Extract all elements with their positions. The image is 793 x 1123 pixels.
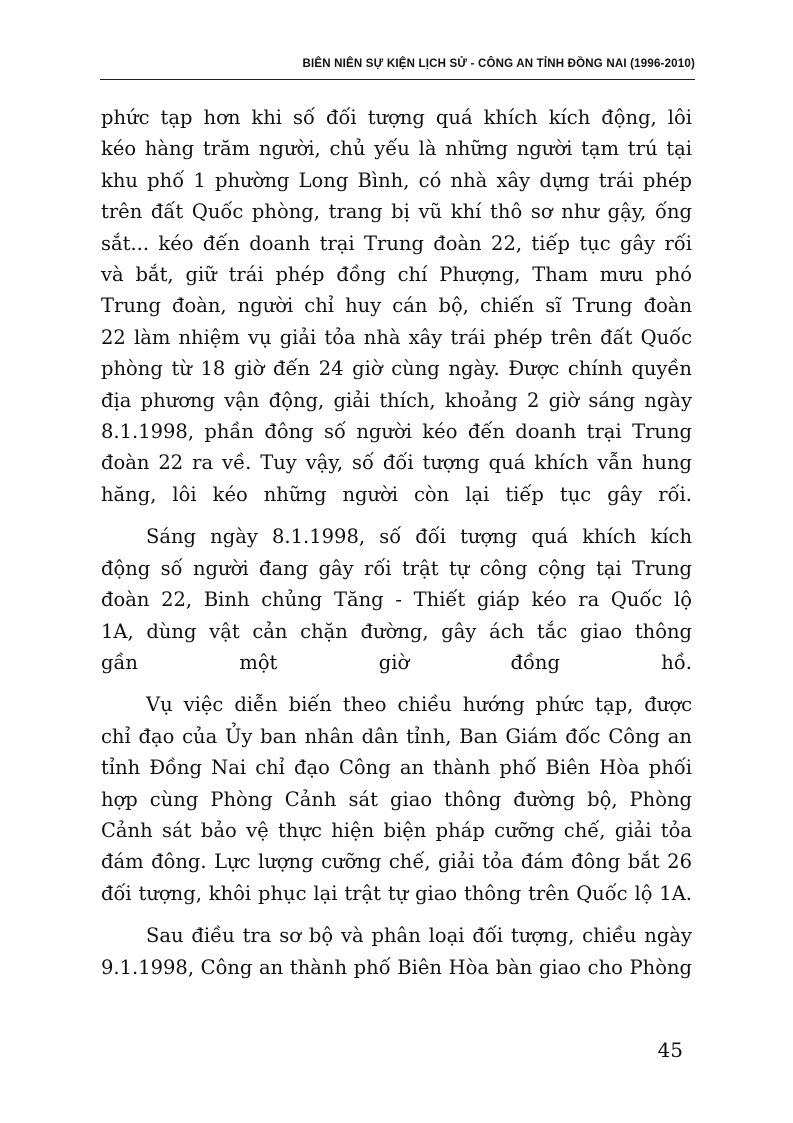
paragraph-2: Sáng ngày 8.1.1998, số đối tượng quá khích kích động số người đang gây rối trật tự công cộng tại Trung đoàn 22, Binh chủng Tăng - Thiết giáp kéo ra Quốc lộ 1A, dùng vật cản chặn đường, gây ách tắc giao thông gần một giờ đồng hồ. <box>101 525 692 674</box>
paragraph-3: Vụ việc diễn biến theo chiều hướng phức tạp, được chỉ đạo của Ủy ban nhân dân tỉnh, Ban Giám đốc Công an tỉnh Đồng Nai chỉ đạo Công an thành phố Biên Hòa phối hợp cùng Phòng Cảnh sát giao thông đường bộ, Phòng Cảnh sát bảo vệ thực hiện biện pháp cưỡng chế, giải tỏa đám đông. Lực lượng cưỡng chế, giải tỏa đám đông bắt 26 đối tượng, khôi phục lại trật tự giao thông trên Quốc lộ 1A. <box>101 693 692 905</box>
page-number: 45 <box>657 1038 683 1062</box>
header-rule <box>100 79 695 80</box>
paragraph-1: phức tạp hơn khi số đối tượng quá khích kích động, lôi kéo hàng trăm người, chủ yếu là những người tạm trú tại khu phố 1 phường Long Bình, có nhà xây dựng trái phép trên đất Quốc phòng, trang bị vũ khí thô sơ như gậy, ống sắt... kéo đến doanh trại Trung đoàn 22, tiếp tục gây rối và bắt, giữ trái phép đồng chí Phượng, Tham mưu phó Trung đoàn, người chỉ huy cán bộ, chiến sĩ Trung đoàn 22 làm nhiệm vụ giải tỏa nhà xây trái phép trên đất Quốc phòng từ 18 giờ đến 24 giờ cùng ngày. Được chính quyền địa phương vận động, giải thích, khoảng 2 giờ sáng ngày 8.1.1998, phần đông số người kéo đến doanh trại Trung đoàn 22 ra về. Tuy vậy, số đối tượng quá khích vẫn hung hăng, lôi kéo những người còn lại tiếp tục gây rối. <box>101 106 692 506</box>
running-header <box>100 58 695 82</box>
paragraph-4: Sau điều tra sơ bộ và phân loại đối tượng, chiều ngày 9.1.1998, Công an thành phố Biên Hòa bàn giao cho Phòng <box>101 924 692 979</box>
page-body <box>101 102 692 983</box>
running-header-title: BIÊN NIÊN SỰ KIỆN LỊCH SỬ - CÔNG AN TỈNH ĐỒNG NAI (1996-2010) <box>302 58 695 70</box>
